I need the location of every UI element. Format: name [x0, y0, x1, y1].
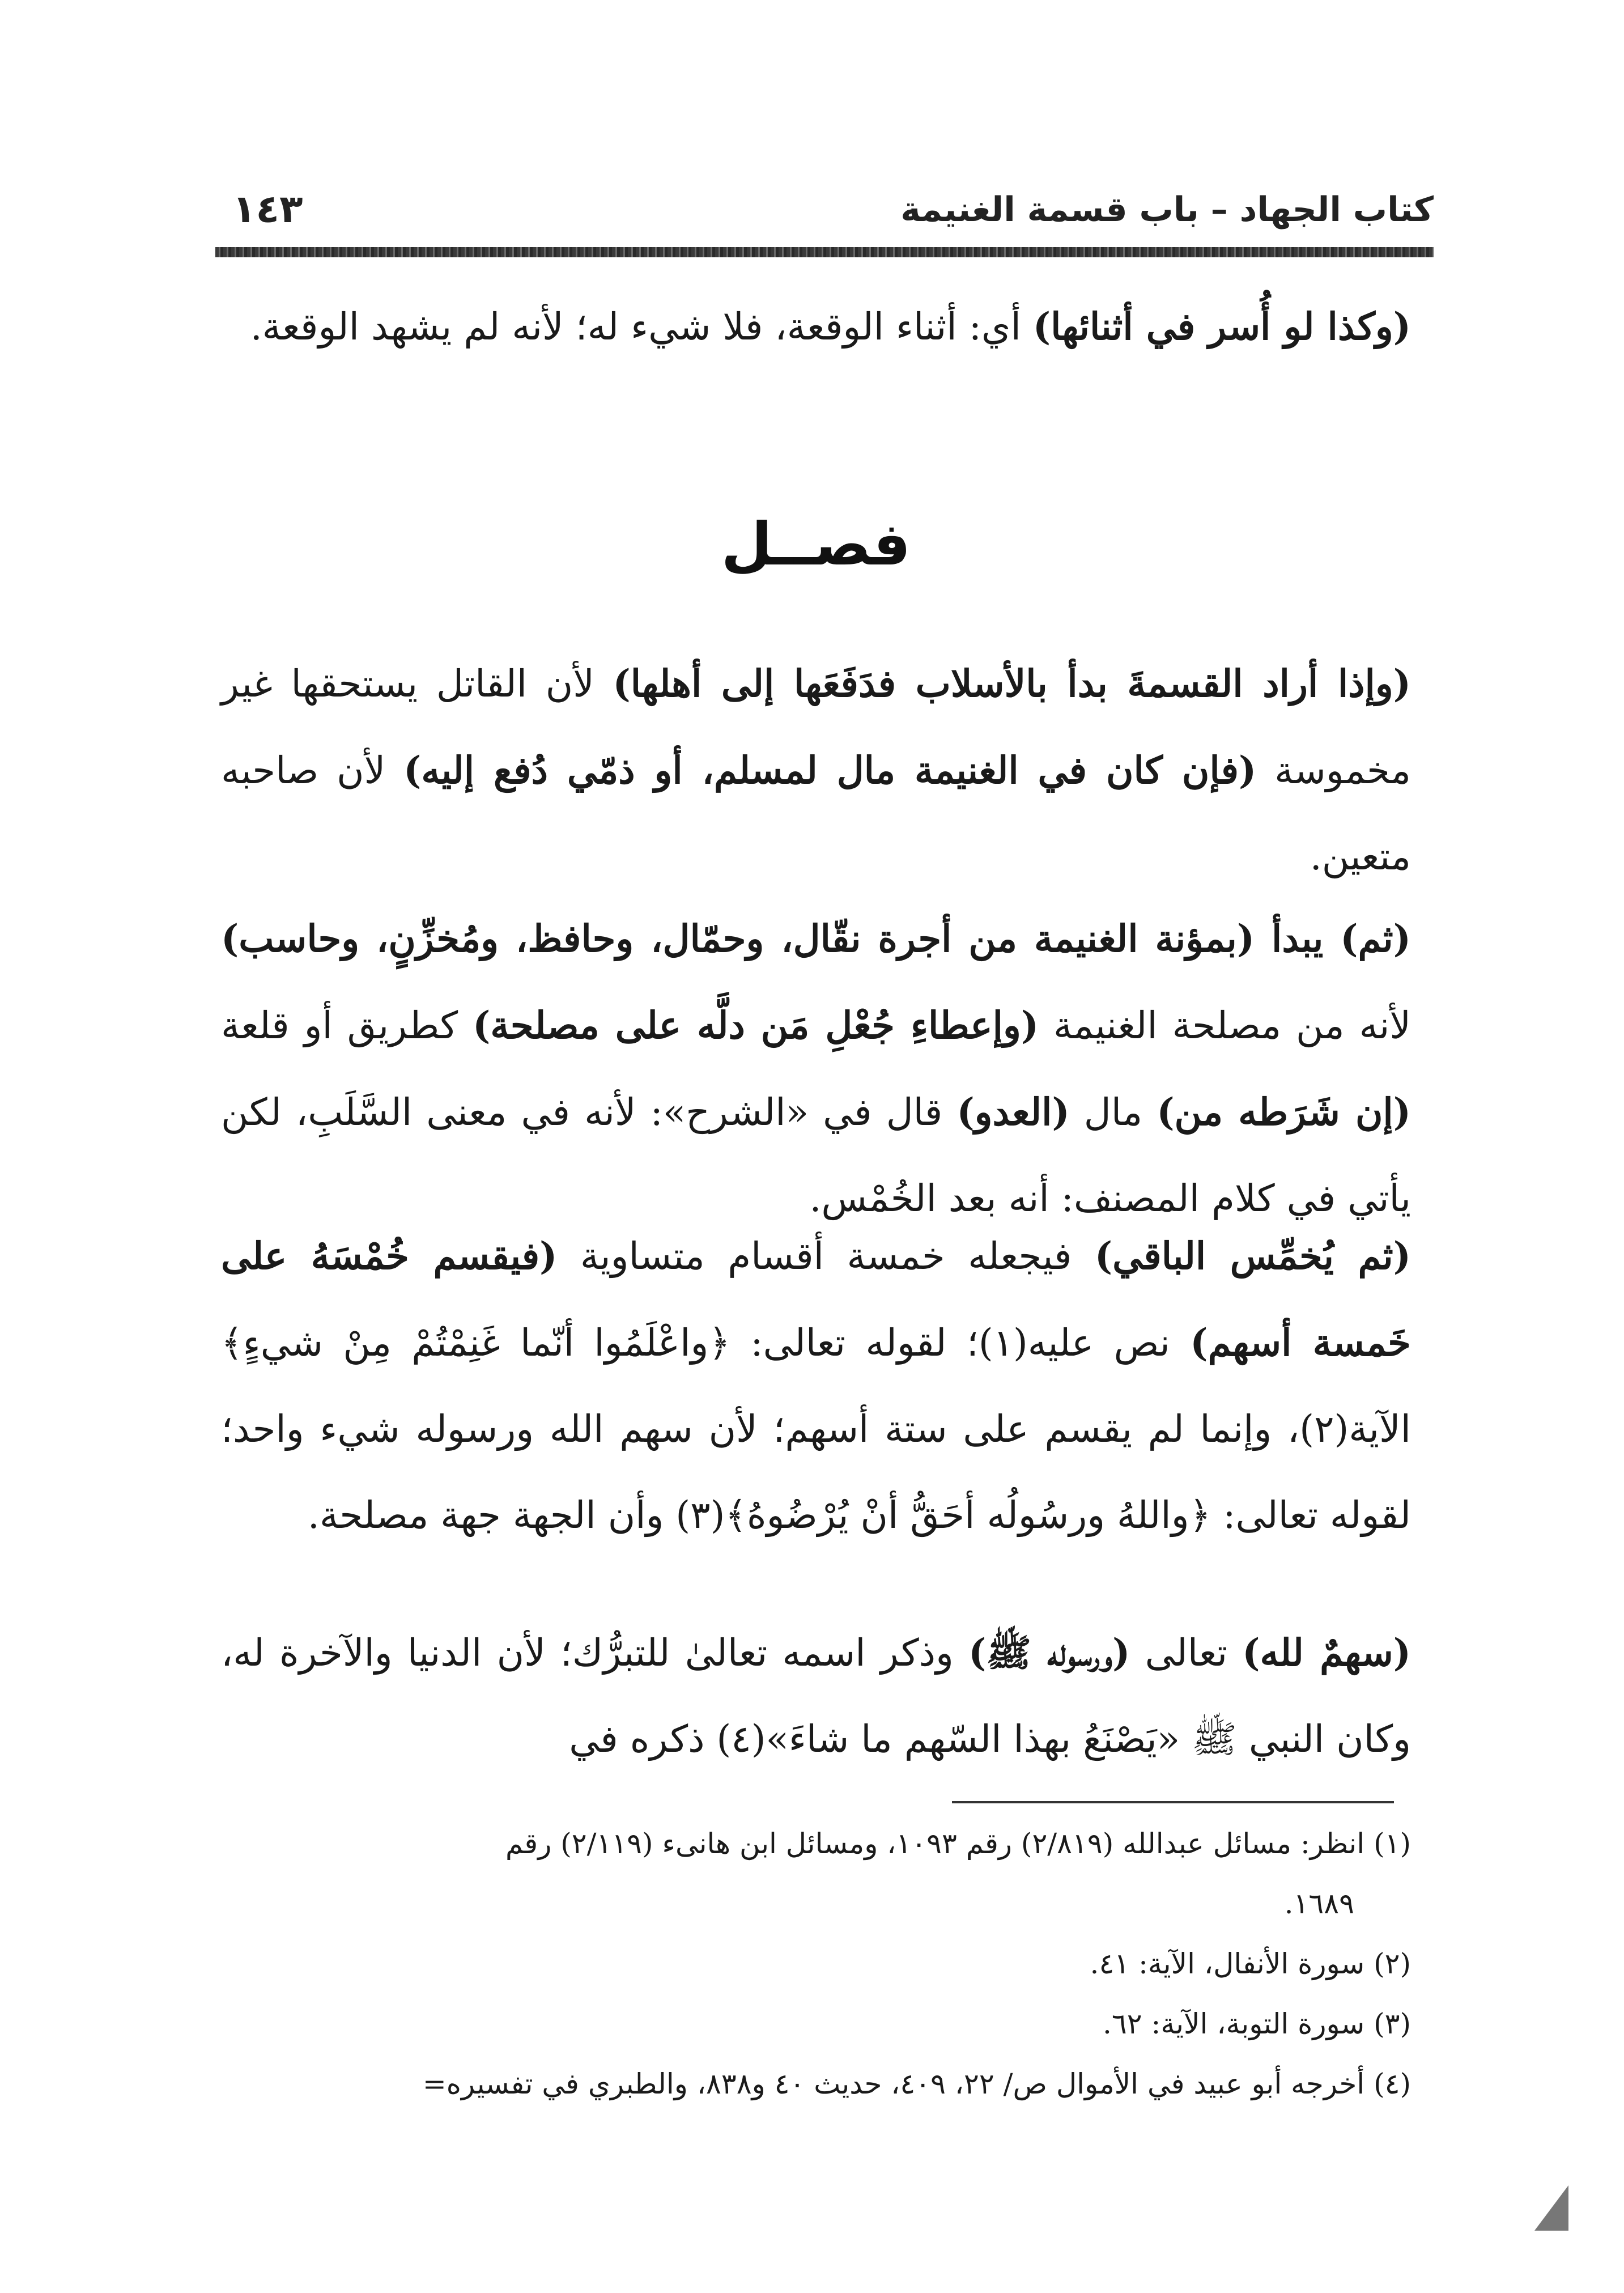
header-title: كتاب الجهاد – باب قسمة الغنيمة	[900, 190, 1434, 230]
page-corner-mark	[1534, 2185, 1568, 2231]
running-header	[215, 176, 1434, 244]
p3-text-1: لأنه من مصلحة الغنيمة	[1039, 1004, 1411, 1047]
p3-text-2: كطريق أو قلعة	[221, 1004, 473, 1047]
header-divider	[215, 247, 1434, 257]
p2-bold-1: (وإذا أراد القسمةَ بدأ بالأسلاب فدَفَعَها إلى أهلها)	[613, 661, 1411, 706]
footnote-1-continued: ١٦٨٩.	[1284, 1887, 1354, 1920]
paragraph-5	[221, 1610, 1411, 1782]
p3-text-3: مال	[1069, 1090, 1157, 1134]
p5-bold-2: (ورسوله ﷺ)	[968, 1630, 1130, 1675]
footnote-3: (٣) سورة التوبة، الآية: ٦٢.	[1102, 2007, 1411, 2040]
footnote-divider	[952, 1801, 1394, 1803]
p4-bold-2: (فيقسم خُمْسَهُ على خَمسة أسهم)	[221, 1234, 1411, 1365]
section-title: فصــل	[721, 509, 911, 579]
p3-bold-2: (وإعطاءِ جُعْلِ مَن دلَّه على مصلحة)	[473, 1003, 1039, 1047]
p2-bold-2: (فإن كان في الغنيمة مال لمسلم، أو ذمّي دُفع إليه)	[403, 748, 1257, 792]
p2-text-1: لأن القاتل يستحقها غير مخموسة	[221, 662, 1412, 792]
p4-bold-1: (ثم يُخمِّس الباقي)	[1094, 1234, 1411, 1278]
paragraph-3	[221, 895, 1411, 1242]
footnotes	[221, 1814, 1411, 2114]
p5-text-2: وذكر اسمه تعالىٰ للتبرُّك؛ لأن الدنيا والآخرة له، وكان النبي ﷺ «يَصْنَعُ بهذا السّهم ما شاءَ»(٤) ذكره في	[221, 1631, 1411, 1761]
p3-bold-1: (ثم) يبدأ (بمؤنة الغنيمة من أجرة نقّال، وحمّال، وحافظ، ومُخزِّنٍ، وحاسب)	[221, 916, 1411, 961]
p1-text: أي: أثناء الوقعة، فلا شيء له؛ لأنه لم يشهد الوقعة.	[250, 305, 1033, 349]
footnote-1: (١) انظر: مسائل عبدالله (٢/٨١٩) رقم ١٠٩٣، ومسائل ابن هانىء (٢/١١٩) رقم	[505, 1827, 1411, 1860]
footnote-2: (٢) سورة الأنفال، الآية: ٤١.	[1090, 1947, 1411, 1980]
p3-text-4: قال في «الشرح»: لأنه في معنى السَّلَبِ، لكن يأتي في كلام المصنف: أنه بعد الخُمْس.	[221, 1090, 1411, 1220]
footnote-4: (٤) أخرجه أبو عبيد في الأموال ص/ ٢٢، ٤٠٩، حديث ٤٠ و٨٣٨، والطبري في تفسيره=	[422, 2067, 1411, 2100]
p2-text-2: لأن صاحبه متعين.	[221, 749, 1411, 878]
paragraph-1	[221, 283, 1411, 370]
p5-text-1: تعالى	[1130, 1631, 1243, 1675]
p1-bold: (وكذا لو أُسر في أثنائها)	[1032, 304, 1411, 349]
paragraph-2	[221, 640, 1411, 900]
p4-text-1: فيجعله خمسة أقسام متساوية	[557, 1234, 1095, 1278]
p5-bold-1: (سهمٌ لله)	[1242, 1630, 1411, 1675]
p3-bold-3: (إن شَرَطه من)	[1157, 1090, 1411, 1134]
p4-text-2: نص عليه(١)؛ لقوله تعالى: ﴿واعْلَمُوا أنّما غَنِمْتُمْ مِنْ شيءٍ﴾ الآية(٢)، وإنما لم يقسم على ستة أسهم؛ لأن سهم الله ورسوله شيء واحد؛ لقوله تعالى: ﴿واللهُ ورسُولُه أحَقُّ أنْ يُرْضُوهُ﴾(٣) وأن الجهة جهة مصلحة.	[221, 1321, 1411, 1537]
page-number: ١٤٣	[232, 187, 303, 232]
paragraph-4	[221, 1213, 1411, 1559]
p3-bold-4: (العدو)	[956, 1090, 1070, 1134]
